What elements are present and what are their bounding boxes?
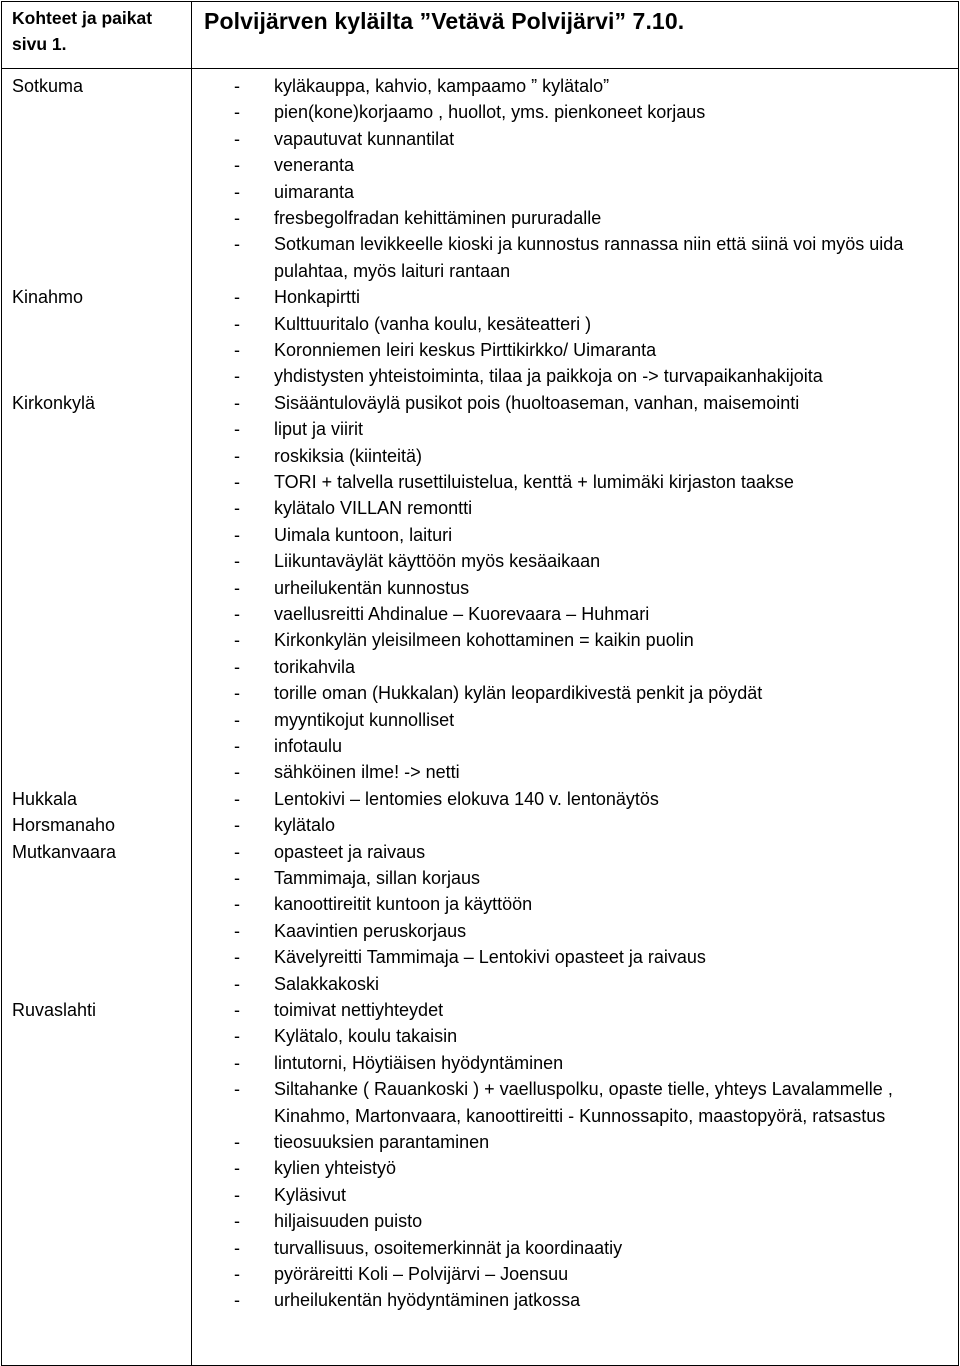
list-item-text: Lentokivi – lentomies elokuva 140 v. lentonäytös: [274, 788, 659, 809]
list-item-text: Uimala kuntoon, laituri: [274, 524, 453, 545]
list-dash: -: [234, 340, 240, 360]
place-group: [12, 284, 83, 310]
place-group: [12, 390, 95, 416]
list-dash: -: [234, 762, 240, 783]
list-item-text: Koronniemen leiri keskus Pirttikirkko/ Uimaranta: [274, 340, 657, 360]
list-dash: -: [234, 1158, 240, 1179]
list-item-text: vaellusreitti Ahdinalue – Kuorevaara – Huhmari: [274, 604, 650, 625]
list-item-text: sähköinen ilme! -> netti: [274, 762, 460, 783]
list-dash: -: [234, 656, 240, 677]
list-dash: -: [234, 815, 240, 836]
list-item: [192, 812, 958, 838]
list-dash: -: [234, 1052, 240, 1073]
list-dash: -: [234, 76, 240, 96]
list-item: [192, 944, 958, 970]
list-item: [192, 997, 958, 1023]
list-dash: -: [234, 498, 240, 519]
list-dash: -: [234, 577, 240, 598]
list-item-text: Salakkakoski: [274, 973, 380, 994]
list-item: [192, 733, 958, 759]
list-item-text: myyntikojut kunnolliset: [274, 709, 455, 730]
header-places-cell: [2, 2, 192, 69]
list-item: [192, 680, 958, 706]
list-item: [192, 443, 958, 469]
list-item: [192, 707, 958, 733]
list-dash: -: [234, 287, 240, 308]
list-item: [192, 918, 958, 944]
list-dash: -: [234, 683, 240, 704]
list-item-text: fresbegolfradan kehittäminen pururadalle: [274, 208, 602, 229]
list-item: [192, 575, 958, 601]
list-item-text: roskiksia (kiinteitä): [274, 445, 423, 466]
list-dash: -: [234, 841, 240, 862]
list-item-text: kyläkauppa, kahvio, kampaamo ” kylätalo”: [274, 76, 610, 96]
list-item-text: kanoottireitit kuntoon ja käyttöön: [274, 894, 533, 915]
list-item-text: Tammimaja, sillan korjaus: [274, 868, 481, 889]
list-dash: -: [234, 1264, 240, 1285]
list-dash: -: [234, 472, 240, 493]
place-group: [12, 73, 83, 99]
list-item: [192, 363, 958, 389]
list-item-text: opasteet ja raivaus: [274, 841, 426, 862]
list-item: [192, 1182, 958, 1208]
list-item-text: Liikuntaväylät käyttöön myös kesäaikaan: [274, 551, 601, 572]
list-item: [192, 1023, 958, 1049]
list-item-text: lintutorni, Höytiäisen hyödyntäminen: [274, 1052, 564, 1073]
list-item: [192, 839, 958, 865]
header-row: [2, 2, 959, 69]
list-item-text: Kirkonkylän yleisilmeen kohottaminen = kaikin puolin: [274, 630, 694, 651]
list-item-text: liput ja viirit: [274, 419, 364, 440]
list-item: [192, 416, 958, 442]
list-item-text: torikahvila: [274, 656, 356, 677]
body-row: [2, 69, 959, 1366]
list-item: [192, 522, 958, 548]
list-item: [192, 654, 958, 680]
list-item: [192, 337, 958, 363]
list-item: [192, 548, 958, 574]
list-item-text: torille oman (Hukkalan) kylän leopardikivestä penkit ja pöydät: [274, 683, 763, 704]
list-item-text: vapautuvat kunnantilat: [274, 128, 455, 149]
list-item-text: TORI + talvella rusettiluistelua, kenttä + lumimäki kirjaston taakse: [274, 472, 794, 493]
list-dash: -: [234, 868, 240, 889]
list-item-text: Kaavintien peruskorjaus: [274, 920, 467, 941]
list-item-text: Kylätalo, koulu takaisin: [274, 1026, 458, 1047]
place-group: [12, 997, 96, 1023]
list-item: [192, 1287, 958, 1313]
item-list: [192, 786, 958, 997]
list-dash: -: [234, 709, 240, 730]
header-left-line2: sivu 1.: [12, 34, 67, 54]
list-dash: -: [234, 1132, 240, 1153]
list-item-text: Kulttuuritalo (vanha koulu, kesäteatteri ): [274, 313, 592, 334]
list-item: [192, 231, 958, 284]
list-dash: -: [234, 445, 240, 466]
list-item-text: Kävelyreitti Tammimaja – Lentokivi opasteet ja raivaus: [274, 947, 706, 968]
list-dash: -: [234, 604, 240, 625]
place-name: Horsmanaho: [12, 815, 116, 836]
list-dash: -: [234, 973, 240, 994]
items-column: [192, 69, 959, 1366]
list-dash: -: [234, 366, 240, 387]
document-title: Polvijärven kyläilta ”Vetävä Polvijärvi” 7.10.: [204, 8, 685, 34]
list-item-text: urheilukentän kunnostus: [274, 577, 470, 598]
list-dash: -: [234, 1237, 240, 1258]
list-item: [192, 865, 958, 891]
list-item-text: Honkapirtti: [274, 287, 361, 308]
place-name: Ruvaslahti: [12, 1000, 97, 1020]
list-dash: -: [234, 1211, 240, 1232]
places-column: [2, 69, 192, 1366]
item-list: [192, 284, 958, 390]
list-item: [192, 1235, 958, 1261]
list-item-text: kylien yhteistyö: [274, 1158, 397, 1179]
list-item: [192, 152, 958, 178]
header-left-line1: Kohteet ja paikat: [12, 8, 153, 28]
list-item-text: Sotkuman levikkeelle kioski ja kunnostus rannassa niin että siinä voi myös uida pulahtaa, myös laituri rantaan: [274, 234, 904, 281]
list-item-text: Siltahanke ( Rauankoski ) + vaelluspolku, opaste tielle, yhteys Lavalammelle , Kinahmo, Martonvaara, kanoottireitti - Kunnossapito, maastopyörä, ratsastus: [274, 1079, 893, 1126]
list-item-text: veneranta: [274, 155, 355, 176]
list-dash: -: [234, 1026, 240, 1047]
list-item: [192, 601, 958, 627]
list-dash: -: [234, 947, 240, 968]
list-item: [192, 1129, 958, 1155]
list-item: [192, 126, 958, 152]
list-dash: -: [234, 419, 240, 440]
list-item: [192, 311, 958, 337]
list-item-text: kylätalo: [274, 815, 336, 836]
list-item: [192, 1076, 958, 1129]
list-dash: -: [234, 234, 240, 255]
list-item: [192, 1208, 958, 1234]
list-dash: -: [234, 920, 240, 941]
list-item: [192, 971, 958, 997]
list-dash: -: [234, 630, 240, 651]
item-list: [192, 997, 958, 1314]
list-item: [192, 205, 958, 231]
list-dash: -: [234, 788, 240, 809]
item-list: [192, 73, 958, 284]
list-item: [192, 179, 958, 205]
list-item: [192, 390, 958, 416]
list-dash: -: [234, 894, 240, 915]
list-item-text: turvallisuus, osoitemerkinnät ja koordinaatiy: [274, 1237, 623, 1258]
place-name: Hukkala: [12, 788, 78, 809]
list-item: [192, 284, 958, 310]
list-dash: -: [234, 128, 240, 149]
list-item-text: Kyläsivut: [274, 1184, 347, 1205]
list-item-text: infotaulu: [274, 736, 343, 757]
places-table: [1, 1, 959, 1366]
place-name: Kinahmo: [12, 287, 84, 308]
item-list: [192, 390, 958, 786]
list-dash: -: [234, 524, 240, 545]
list-item: [192, 1155, 958, 1181]
list-dash: -: [234, 1290, 240, 1311]
list-item: [192, 469, 958, 495]
list-item-text: tieosuuksien parantaminen: [274, 1132, 490, 1153]
place-name: Mutkanvaara: [12, 841, 117, 862]
list-item-text: Sisääntuloväylä pusikot pois (huoltoaseman, vanhan, maisemointi: [274, 392, 800, 413]
place-name: Sotkuma: [12, 76, 84, 96]
list-item-text: kylätalo VILLAN remontti: [274, 498, 473, 519]
list-item-text: urheilukentän hyödyntäminen jatkossa: [274, 1290, 581, 1311]
list-item: [192, 1050, 958, 1076]
list-dash: -: [234, 392, 240, 413]
header-title-cell: [192, 2, 959, 69]
list-item-text: yhdistysten yhteistoiminta, tilaa ja paikkoja on -> turvapaikanhakijoita: [274, 366, 823, 387]
list-dash: -: [234, 1184, 240, 1205]
list-dash: -: [234, 102, 240, 123]
place-group: [12, 786, 116, 865]
list-item-text: pyöräreitti Koli – Polvijärvi – Joensuu: [274, 1264, 569, 1285]
list-item: [192, 1261, 958, 1287]
list-dash: -: [234, 208, 240, 229]
place-name: Kirkonkylä: [12, 392, 96, 413]
list-item-text: uimaranta: [274, 181, 355, 202]
list-item: [192, 495, 958, 521]
list-item: [192, 73, 958, 99]
list-item-text: toimivat nettiyhteydet: [274, 1000, 444, 1020]
list-dash: -: [234, 1000, 240, 1020]
list-dash: -: [234, 313, 240, 334]
list-item: [192, 891, 958, 917]
list-dash: -: [234, 551, 240, 572]
list-item: [192, 786, 958, 812]
list-item: [192, 99, 958, 125]
list-item-text: pien(kone)korjaamo , huollot, yms. pienkoneet korjaus: [274, 102, 706, 123]
list-item-text: hiljaisuuden puisto: [274, 1211, 423, 1232]
list-dash: -: [234, 736, 240, 757]
list-item: [192, 759, 958, 785]
list-dash: -: [234, 181, 240, 202]
list-dash: -: [234, 155, 240, 176]
list-item: [192, 627, 958, 653]
list-dash: -: [234, 1079, 240, 1100]
